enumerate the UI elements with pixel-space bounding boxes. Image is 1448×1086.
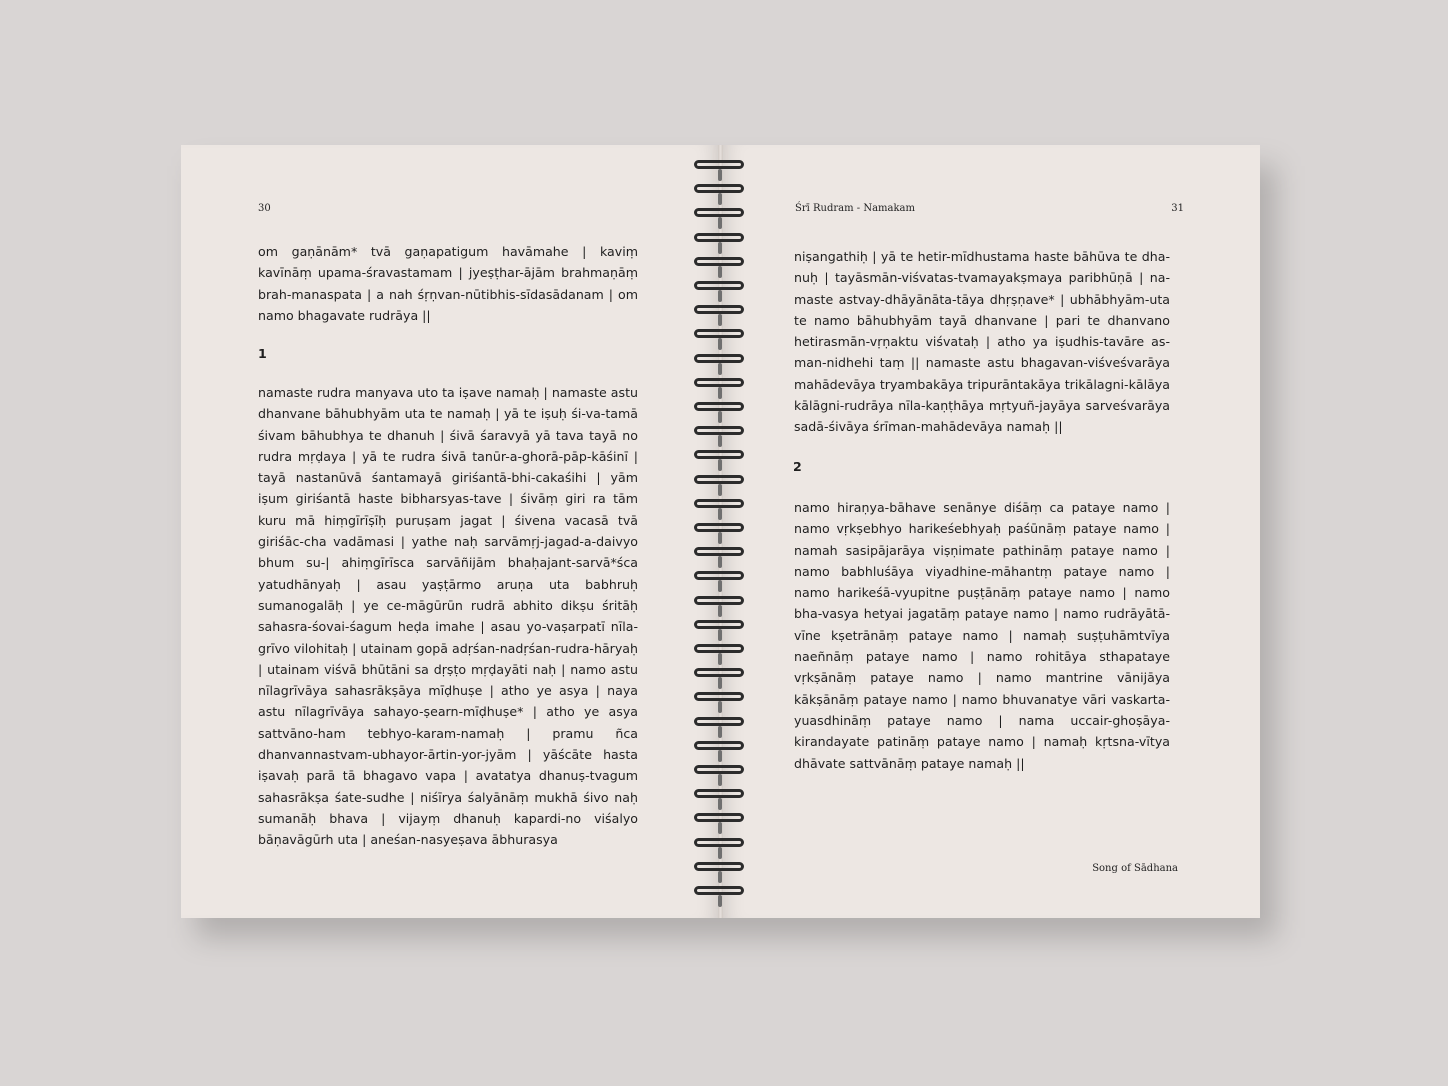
spiral-ring — [694, 692, 744, 701]
section-number: 1 — [258, 346, 267, 361]
spiral-ring — [694, 668, 744, 677]
intro-paragraph: niṣangathiḥ | yā te hetir-mīdhustama haste bāhūva te dha-nuḥ | tayāsmān-viśvatas-tvamayakṣmaya paribhūṇā | na-maste astvay-dhāyānāta-tāya dhṛṣṇave* | ubhābhyām-uta te namo bāhubhyām tayā dhanvane | pari te dhanvano hetirasmān-vṛṇaktu viśvataḥ | atho ya iṣudhis-tavāre as-man-nidhehi taṃ || namaste astu bhagavan-viśveśvarāya mahādevāya tryambakāya tripurāntakāya trikālagni-kālāya kālāgni-rudrāya nīla-kaṇṭhāya mṛtyuñ-jayāya sarveśvarāya sadā-śivāya śrīman-mahādevāya namaḥ || — [794, 249, 1170, 435]
section-number: 2 — [793, 459, 802, 474]
right-page — [723, 145, 1260, 918]
spiral-binding — [694, 160, 750, 910]
spiral-ring — [694, 426, 744, 435]
spiral-ring — [694, 813, 744, 822]
spiral-ring — [694, 765, 744, 774]
spiral-ring — [694, 450, 744, 459]
spiral-ring — [694, 354, 744, 363]
spiral-ring — [694, 281, 744, 290]
page-number: 31 — [1171, 203, 1184, 214]
spiral-ring — [694, 208, 744, 217]
spiral-ring — [694, 475, 744, 484]
spiral-ring — [694, 717, 744, 726]
verse-paragraph: namo hiraṇya-bāhave senānye diśāṃ ca pataye namo | namo vṛkṣebhyo harikeśebhyaḥ paśūnāṃ pataye namo | namah sasipājarāya viṣṇimate pathināṃ pataye namo | namo babhluśāya viyadhine-māhantṃ pataye namo | namo harikeśā-vyupitne puṣṭānāṃ pataye namo | namo bha-vasya hetyai jagatāṃ pataye namo | namo rudrāyātā-vīne kṣetrānāṃ pataye namo | namaḥ suṣṭuhāmtvīya naeñnāṃ pataye namo | namo rohitāya sthapataye vṛkṣānāṃ pataye namo | namo mantrine vānijāya kākṣānāṃ pataye namo | namo bhuvanatye vāri vaskarta-yuasdhināṃ pataye namo | nama uccair-ghoṣāya-kirandayate patināṃ pataye namo | namaḥ kṛtsna-vītya dhāvate sattvānāṃ pataye namaḥ || — [794, 500, 1170, 771]
spiral-ring — [694, 523, 744, 532]
spiral-ring — [694, 886, 744, 895]
spiral-ring — [694, 620, 744, 629]
spiral-ring — [694, 596, 744, 605]
spiral-ring — [694, 184, 744, 193]
running-header: Śrī Rudram - Namakam — [795, 203, 915, 214]
verse-paragraph: namaste rudra manyava uto ta iṣave namaḥ | namaste astu dhanvane bāhubhyām uta te namaḥ | yā te iṣuḥ śi-va-tamā śivam bāhubhya te dhanuh | śivā śaravyā yā tava tayā no rudra mṛḍaya | yā te rudra śivā tanūr-a-ghorā-pāp-kāśinī | tayā nastanūvā śantamayā giriśantā-bhi-cakaśihi | yām iṣum giriśantā haste bibharsyas-tave | śivāṃ giri ra tām kuru mā hiṃgīrīṣīḥ puruṣam jagat | śivena vacasā tvā giriśāc-cha vadāmasi | yathe naḥ sarvāmṛj-jagad-a-daivyo bhum su-| ahiṃgīrīsca sarvāñijām bhaḥajant-sarvā*śca yatudhānyaḥ | asau yaṣṭārmo aruṇa uta babhruḥ sumanogalāḥ | ye ce-māgūrūn rudrā abhito dikṣu śritāḥ sahasra-śovai-śagum heḍa imahe | asau yo-vaṣarpatī nīla-grīvo vilohitaḥ | utainam gopā adṛśan-nadṛśan-rudra-hāryaḥ | utainam viśvā bhūtāni sa dṛṣṭo mṛḍayāti naḥ | namo astu nīlagrīvāya sahasrākṣāya mīḍhuṣe | atho ye asya | naya astu nīlagrīvāya sahayo-ṣearn-mīḍhuṣe* | atho ye asya sattvāno-ham tebhyo-karam-namaḥ | pramu ñca dhanvannastvam-ubhayor-ārtin-yor-jyām | yāścāte hasta iṣavaḥ parā tā bhagavo vapa | avatatya dhanuṣ-tvagum sahasrākṣa śate-sudhe | niśīrya śalyānāṃ mukhā śivo naḥ sumanāḥ bhava | vijayṃ dhanuḥ kapardi-no viśalyo bāṇavāgūrh uta | aneśan-nasyeṣava ābhurasya — [258, 385, 638, 848]
spiral-ring — [694, 378, 744, 387]
intro-paragraph: om gaṇānām* tvā gaṇapatigum havāmahe | kaviṃ kavīnāṃ upama-śravastamam | jyeṣṭhar-ājām brahmaṇāṃ brah-manaspata | a nah śṛṇvan-nūtibhis-sīdasādanam | om namo bhagavate rudrāya || — [258, 244, 638, 323]
spiral-ring — [694, 571, 744, 580]
page-number: 30 — [258, 203, 271, 214]
spiral-ring — [694, 305, 744, 314]
spiral-ring — [694, 160, 744, 169]
spiral-ring — [694, 644, 744, 653]
spiral-ring — [694, 789, 744, 798]
spiral-ring — [694, 329, 744, 338]
spiral-ring — [694, 499, 744, 508]
spiral-ring — [694, 402, 744, 411]
spiral-ring — [694, 838, 744, 847]
spiral-ring — [694, 257, 744, 266]
spiral-ring — [694, 862, 744, 871]
spiral-ring — [694, 741, 744, 750]
left-page — [181, 145, 718, 918]
spiral-ring — [694, 233, 744, 242]
spiral-ring — [694, 547, 744, 556]
footer-title: Song of Sādhana — [1092, 863, 1178, 874]
